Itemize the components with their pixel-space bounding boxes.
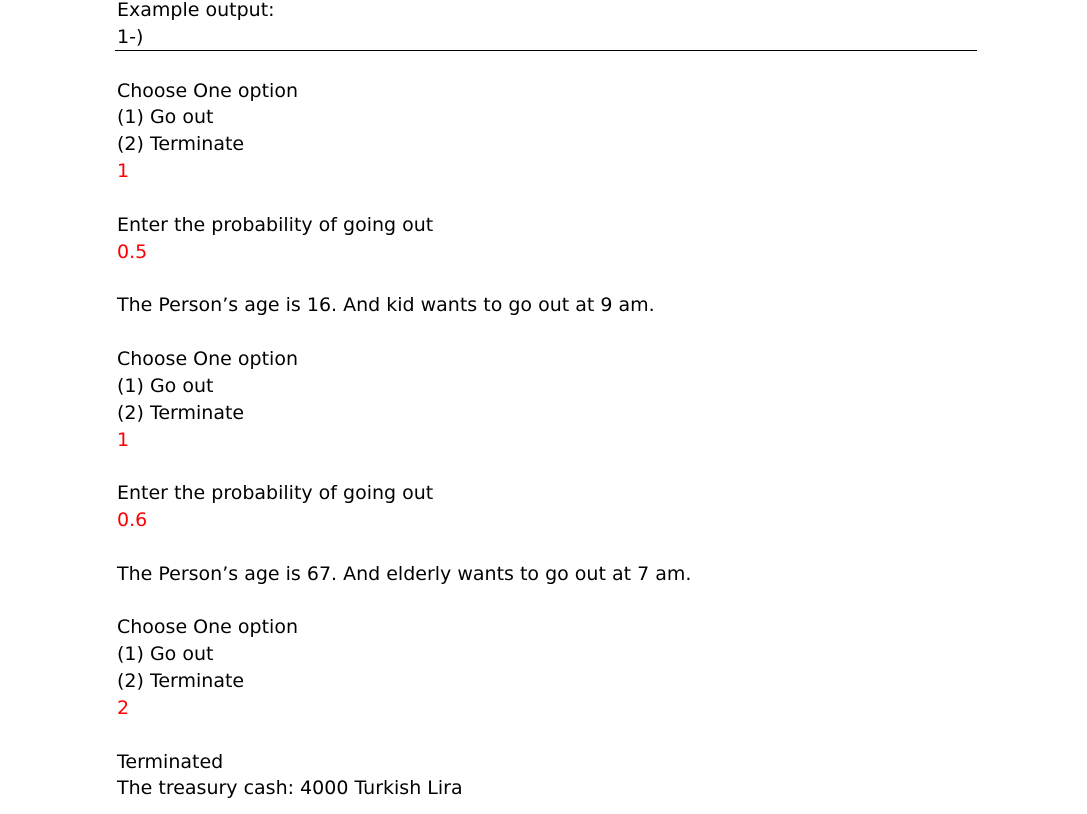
user-choice: 2 bbox=[117, 696, 130, 719]
document-page bbox=[117, 0, 977, 802]
menu-title: Choose One option bbox=[117, 347, 298, 370]
probability-input: 0.5 bbox=[117, 240, 148, 263]
result-line: The Person’s age is 67. And elderly wants to go out at 7 am. bbox=[117, 562, 692, 585]
blank-line bbox=[117, 588, 977, 615]
blank-line bbox=[117, 534, 977, 561]
blank-line bbox=[117, 453, 977, 480]
probability-input: 0.6 bbox=[117, 509, 148, 532]
menu-option-terminate: (2) Terminate bbox=[117, 401, 245, 424]
example-number: 1-) bbox=[117, 25, 144, 48]
menu-option-terminate: (2) Terminate bbox=[117, 670, 245, 693]
menu-option-go-out: (1) Go out bbox=[117, 106, 214, 129]
menu-option-go-out: (1) Go out bbox=[117, 643, 214, 666]
menu-title: Choose One option bbox=[117, 616, 298, 639]
terminated-status: Terminated bbox=[117, 750, 224, 773]
blank-line bbox=[117, 51, 977, 78]
probability-prompt: Enter the probability of going out bbox=[117, 482, 434, 505]
user-choice: 1 bbox=[117, 160, 130, 183]
user-choice: 1 bbox=[117, 428, 130, 451]
menu-option-terminate: (2) Terminate bbox=[117, 133, 245, 156]
blank-line bbox=[117, 319, 977, 346]
treasury-summary: The treasury cash: 4000 Turkish Lira bbox=[117, 777, 463, 800]
blank-line bbox=[117, 185, 977, 212]
menu-title: Choose One option bbox=[117, 79, 298, 102]
result-line: The Person’s age is 16. And kid wants to go out at 9 am. bbox=[117, 294, 655, 317]
probability-prompt: Enter the probability of going out bbox=[117, 213, 434, 236]
example-output-heading: Example output: bbox=[117, 0, 275, 21]
blank-line bbox=[117, 722, 977, 749]
blank-line bbox=[117, 265, 977, 292]
menu-option-go-out: (1) Go out bbox=[117, 374, 214, 397]
